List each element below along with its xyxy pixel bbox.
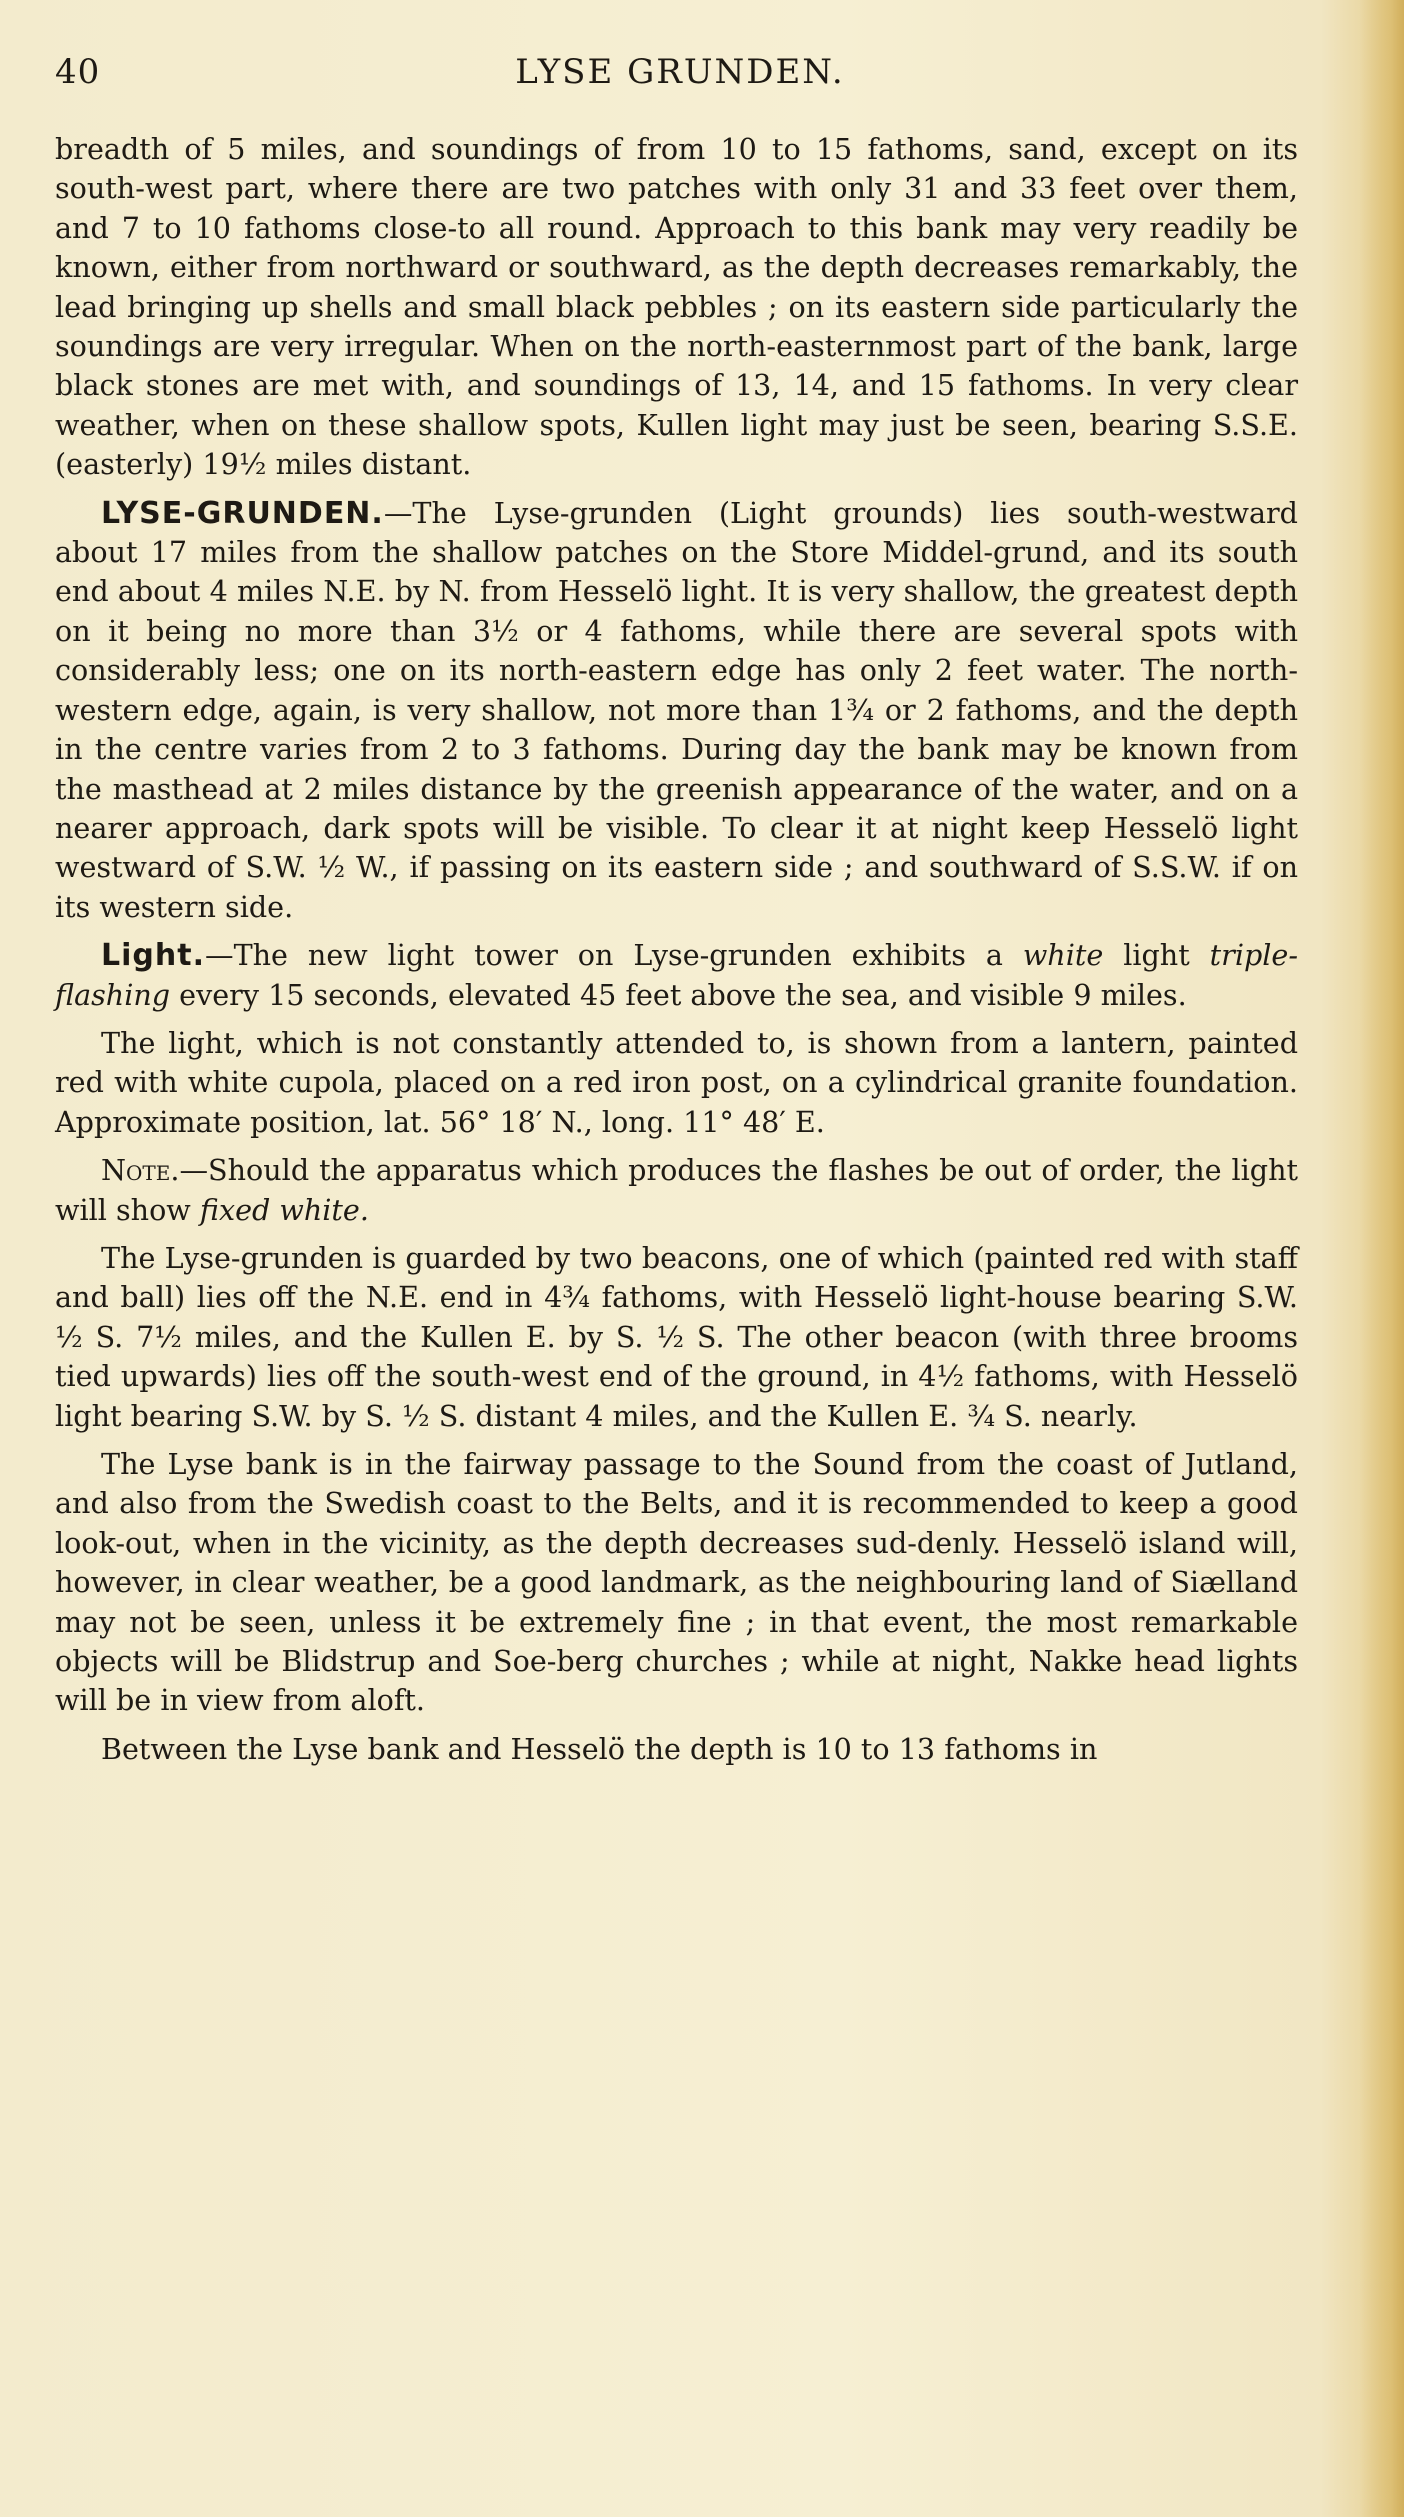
page-header	[55, 48, 1305, 100]
paragraph-lyse-grunden	[55, 494, 1298, 927]
light-white-italic: white	[1022, 938, 1104, 973]
note-text: —Should the apparatus which produces the flashes be out of order, the light will show	[55, 1153, 1298, 1227]
paragraph-between: Between the Lyse bank and Hesselö the depth is 10 to 13 fathoms in	[101, 1731, 1098, 1766]
note-label: Note.	[101, 1153, 180, 1188]
paragraph-fairway: The Lyse bank is in the fairway passage to the Sound from the coast of Jutland, and also from the Swedish coast to the Belts, and it is recommended to keep a good look-out, when in the vicinity, as the depth decreases sud-denly. Hesselö island will, however, in clear weather, be a good landmark, as the neighbouring land of Siælland may not be seen, unless it be extremely fine ; in that event, the most remarkable objects will be Blidstrup and Soe-berg churches ; while at night, Nakke head lights will be in view from aloft.	[55, 1447, 1298, 1718]
paragraph-light	[55, 936, 1298, 1015]
paragraph-lantern: The light, which is not constantly attended to, is shown from a lantern, painted red with white cupola, placed on a red iron post, on a cylindrical granite foundation. Approximate position, lat. 56° 18′ N., long. 11° 48′ E.	[55, 1025, 1298, 1139]
paragraph-note	[55, 1151, 1298, 1230]
running-title: LYSE GRUNDEN.	[515, 52, 845, 92]
paragraph-beacons: The Lyse-grunden is guarded by two beacons, one of which (painted red with staff and ball) lies off the N.E. end in 4¾ fathoms, with Hesselö light-house bearing S.W. ½ S. 7½ miles, and the Kullen E. by S. ½ S. The other beacon (with three brooms tied upwards) lies off the south-west end of the ground, in 4½ fathoms, with Hesselö light bearing S.W. by S. ½ S. distant 4 miles, and the Kullen E. ¾ S. nearly.	[55, 1240, 1298, 1433]
note-fixed-white-italic: fixed white.	[199, 1192, 369, 1227]
light-text-c: every 15 seconds, elevated 45 feet above the sea, and visible 9 miles.	[170, 977, 1187, 1012]
page-edge-shading	[1360, 0, 1404, 2517]
page-number: 40	[55, 52, 101, 92]
body-text	[55, 130, 1298, 1778]
light-text-b: light	[1103, 938, 1210, 973]
paragraph-continued: breadth of 5 miles, and soundings of from 10 to 15 fathoms, sand, except on its south-west part, where there are two patches with only 31 and 33 feet over them, and 7 to 10 fathoms close-to all round. Approach to this bank may very readily be known, either from northward or southward, as the depth decreases remarkably, the lead bringing up shells and small black pebbles ; on its eastern side particularly the soundings are very irregular. When on the north-easternmost part of the bank, large black stones are met with, and soundings of 13, 14, and 15 fathoms. In very clear weather, when on these shallow spots, Kullen light may just be seen, bearing S.S.E. (easterly) 19½ miles distant.	[55, 132, 1298, 482]
light-triple-flashing-italic: triple-flashing	[55, 938, 1298, 1012]
light-text-a: —The new light tower on Lyse-grunden exhibits a	[204, 938, 1023, 973]
section-heading-lyse-grunden: LYSE-GRUNDEN.	[101, 495, 384, 531]
lyse-grunden-text: —The Lyse-grunden (Light grounds) lies south-westward about 17 miles from the shallow patches on the Store Middel-grund, and its south end about 4 miles N.E. by N. from Hesselö light. It is very shallow, the greatest depth on it being no more than 3½ or 4 fathoms, while there are several spots with considerably less; one on its north-eastern edge has only 2 feet water. The north-western edge, again, is very shallow, not more than 1¾ or 2 fathoms, and the depth in the centre varies from 2 to 3 fathoms. During day the bank may be known from the masthead at 2 miles distance by the greenish appearance of the water, and on a nearer approach, dark spots will be visible. To clear it at night keep Hesselö light westward of S.W. ½ W., if passing on its eastern side ; and southward of S.S.W. if on its western side.	[55, 495, 1298, 924]
section-heading-light: Light.	[101, 938, 205, 974]
